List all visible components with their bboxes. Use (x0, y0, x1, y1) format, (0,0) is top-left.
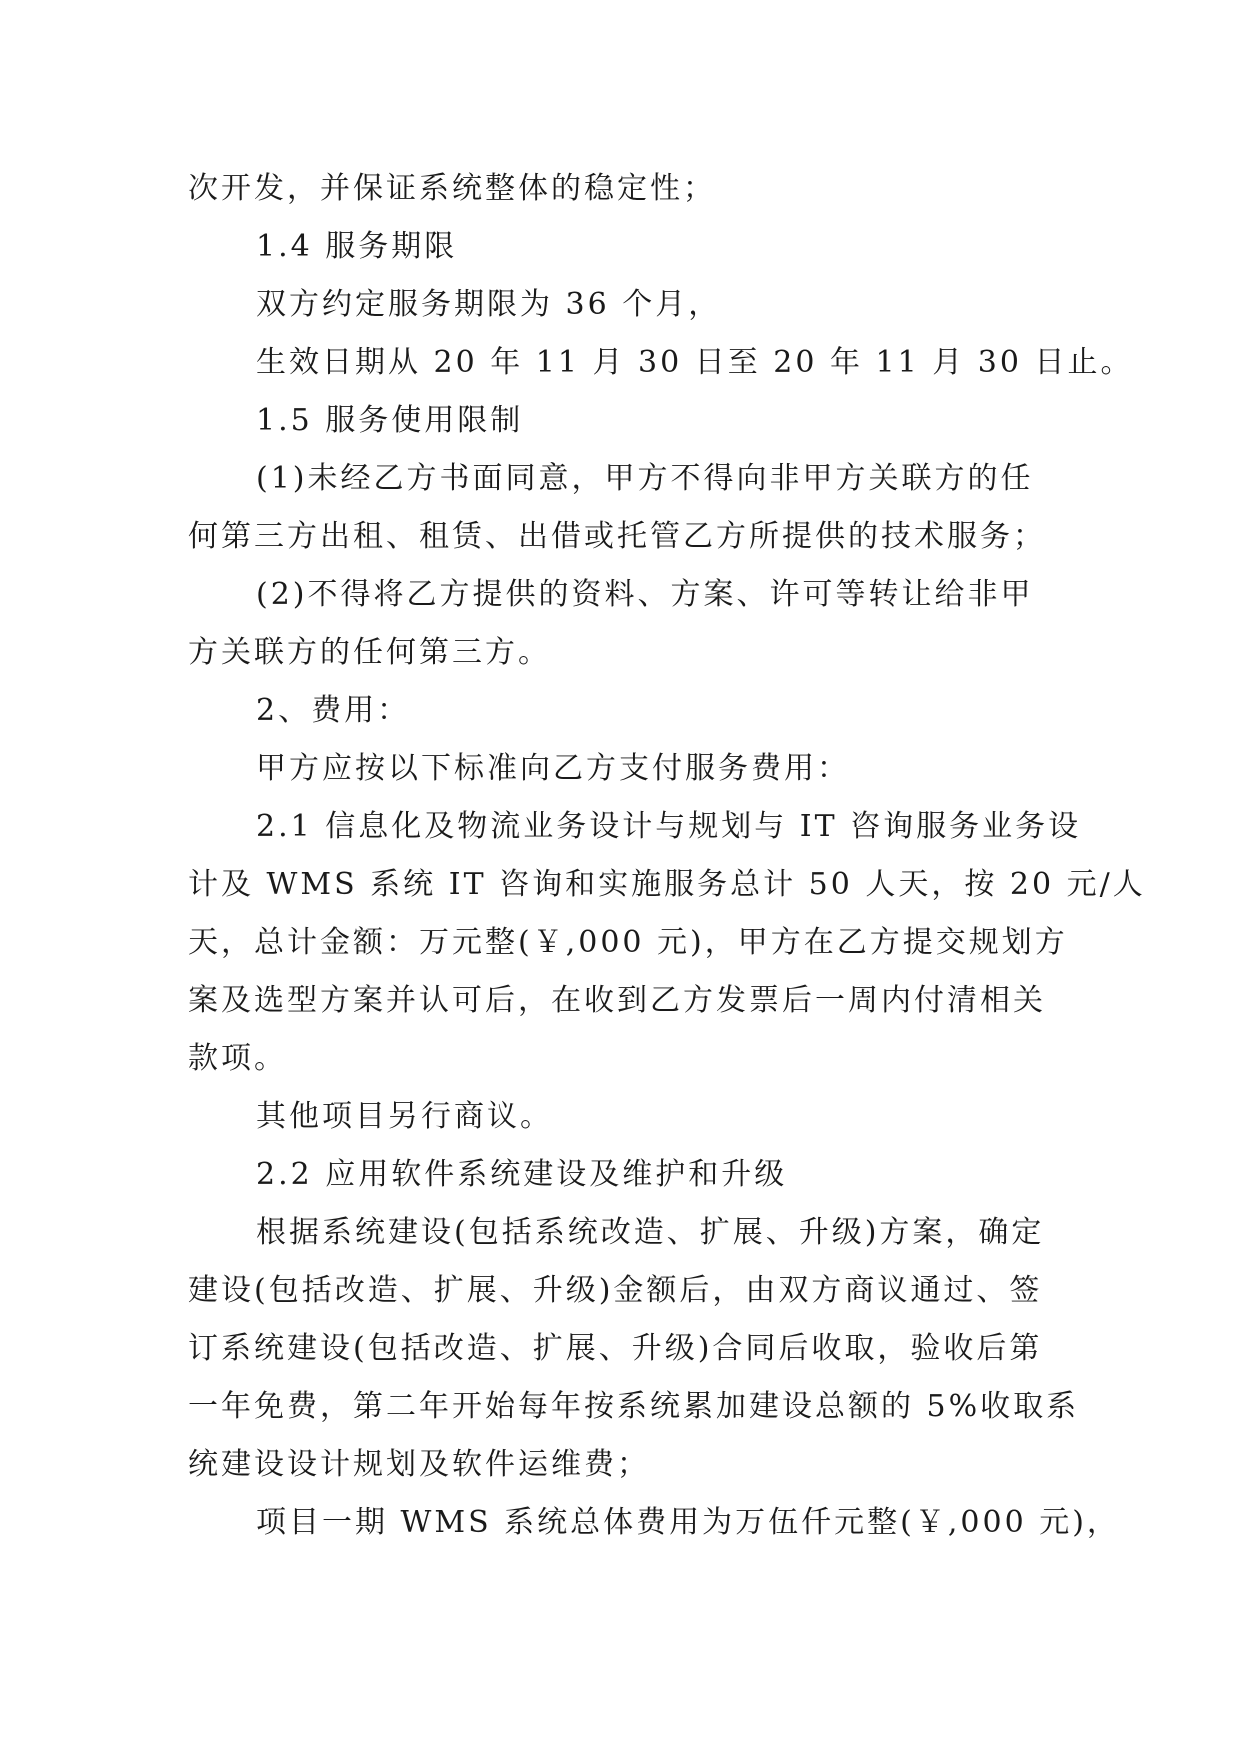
text-line: 订系统建设(包括改造、扩展、升级)合同后收取，验收后第 (188, 1331, 1043, 1366)
document-body (188, 160, 1146, 1552)
text-line: (2)不得将乙方提供的资料、方案、许可等转让给非甲 (256, 577, 1034, 612)
text-line: 款项。 (188, 1041, 287, 1076)
text-line: 何第三方出租、租赁、出借或托管乙方所提供的技术服务； (188, 519, 1046, 554)
section-heading-1-4: 1.4 服务期限 (256, 229, 458, 264)
text-line: 统建设设计规划及软件运维费； (188, 1447, 650, 1482)
text-line: 双方约定服务期限为 36 个月， (256, 287, 722, 322)
text-line: 方关联方的任何第三方。 (188, 635, 551, 670)
text-line: 甲方应按以下标准向乙方支付服务费用： (256, 751, 850, 786)
section-heading-1-5: 1.5 服务使用限制 (256, 403, 524, 438)
text-line: 项目一期 WMS 系统总体费用为万伍仟元整(￥,000 元)， (256, 1505, 1120, 1540)
text-line: 次开发，并保证系统整体的稳定性； (188, 171, 716, 206)
text-line: 案及选型方案并认可后，在收到乙方发票后一周内付清相关 (188, 983, 1046, 1018)
text-line: 根据系统建设(包括系统改造、扩展、升级)方案，确定 (256, 1215, 1045, 1250)
text-line: 计及 WMS 系统 IT 咨询和实施服务总计 50 人天，按 20 元/人 (188, 867, 1146, 902)
text-line: 生效日期从 20 年 11 月 30 日至 20 年 11 月 30 日止。 (256, 345, 1134, 380)
text-line: 一年免费，第二年开始每年按系统累加建设总额的 5%收取系 (188, 1389, 1080, 1424)
section-heading-2-2: 2.2 应用软件系统建设及维护和升级 (256, 1157, 788, 1192)
text-line: 建设(包括改造、扩展、升级)金额后，由双方商议通过、签 (188, 1273, 1043, 1308)
section-heading-2: 2、费用： (256, 693, 411, 728)
text-line: (1)未经乙方书面同意，甲方不得向非甲方关联方的任 (256, 461, 1034, 496)
text-line: 其他项目另行商议。 (256, 1099, 553, 1134)
text-line: 天，总计金额：万元整(￥,000 元)，甲方在乙方提交规划方 (188, 925, 1068, 960)
text-line: 2.1 信息化及物流业务设计与规划与 IT 咨询服务业务设 (256, 809, 1082, 844)
